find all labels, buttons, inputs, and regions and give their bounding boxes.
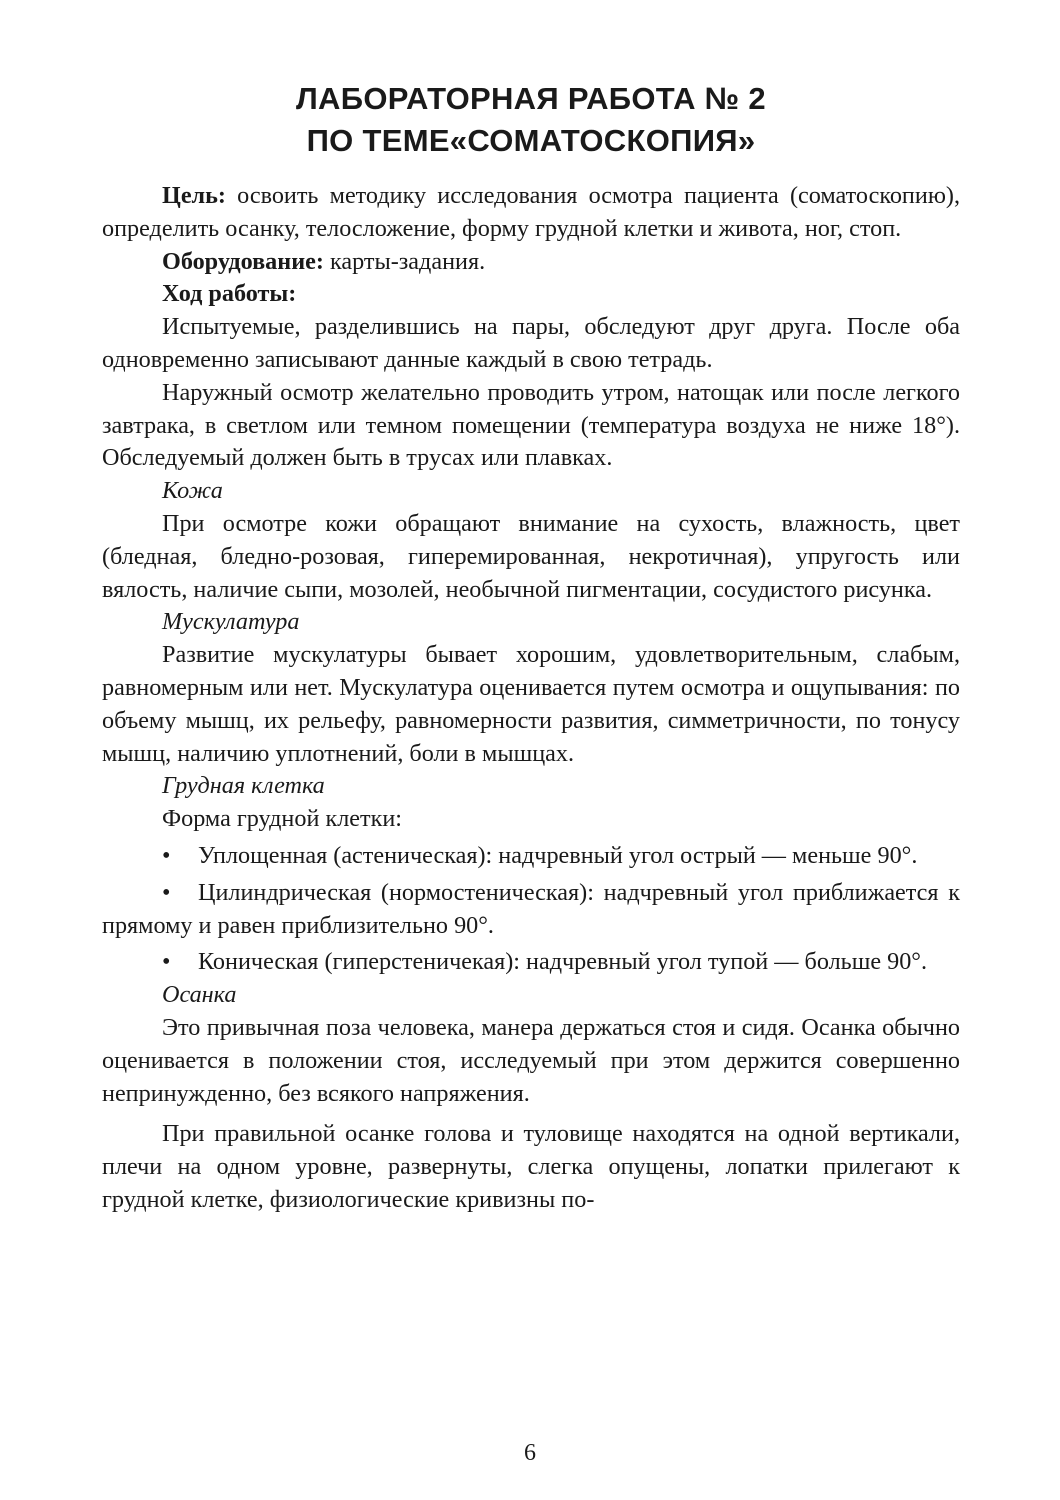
list-item: [102, 840, 960, 873]
procedure-paragraph: [102, 278, 960, 311]
paragraph-conditions: Наружный осмотр желательно проводить утром, натощак или после легкого завтрака, в светлом или темном помещении (температура воздуха не ниже 18°). Обследуемый должен быть в трусах или плавках.: [102, 378, 960, 472]
goal-paragraph: [102, 180, 960, 246]
muscles-paragraph: Развитие мускулатуры бывает хорошим, удовлетворительным, слабым, равномерным или нет. Мускулатура оценивается путем осмотра и ощупывания: по объему мышц, их рельефу, равномерности развития, симметричности, по тонусу мышц, наличию уплотнений, боли в мышцах.: [102, 641, 960, 767]
list-item: [102, 946, 960, 979]
paragraph-pairs: Испытуемые, разделившись на пары, обследуют друг друга. После оба одновременно записывают данные каждый в свою тетрадь.: [102, 313, 960, 373]
posture-paragraph-2: При правильной осанке голова и туловище находятся на одной вертикали, плечи на одном уровне, развернуты, слегка опущены, лопатки прилегают к грудной клетке, физиологические кривизны по-: [102, 1120, 960, 1213]
chest-intro: Форма грудной клетки:: [162, 805, 402, 833]
goal-text: освоить методику исследования осмотра пациента (соматоскопию), определить осанку, телосложение, форму грудной клетки и живота, ног, стоп.: [102, 182, 960, 242]
equipment-text: карты-задания.: [323, 247, 486, 275]
page-title: [102, 78, 960, 162]
title-line-2: ПО ТЕМЕ«СОМАТОСКОПИЯ»: [306, 123, 756, 158]
equipment-label: Оборудование:: [162, 247, 324, 275]
muscles-heading: Мускулатура: [162, 608, 300, 636]
chest-heading: Грудная клетка: [162, 772, 325, 800]
posture-heading: Осанка: [162, 981, 237, 1009]
skin-paragraph: При осмотре кожи обращают внимание на сухость, влажность, цвет (бледная, бледно-розовая, гиперемированная, некротичная), упругость или вялость, наличие сыпи, мозолей, необычной пигментации, сосудистого рисунка.: [102, 509, 960, 603]
list-item-text: Цилиндрическая (нормостеническая): надчревный угол приближается к прямому и равен приблизительно 90°.: [102, 878, 960, 939]
procedure-label: Ход работы:: [162, 280, 297, 308]
skin-heading: Кожа: [162, 477, 223, 505]
list-item: [102, 877, 960, 943]
title-line-1: ЛАБОРАТОРНАЯ РАБОТА № 2: [296, 81, 766, 116]
goal-label: Цель:: [162, 182, 226, 209]
list-item-text: Коническая (гиперстеничекая): надчревный угол тупой — больше 90°.: [198, 948, 928, 976]
equipment-paragraph: [102, 246, 960, 279]
document-page: [102, 78, 960, 1478]
list-item-text: Уплощенная (астеническая): надчревный угол острый — меньше 90°.: [198, 841, 918, 869]
posture-paragraph-1: Это привычная поза человека, манера держаться стоя и сидя. Осанка обычно оценивается в положении стоя, исследуемый при этом держится совершенно непринужденно, без всякого напряжения.: [102, 1013, 960, 1107]
bullet-icon: •: [162, 878, 171, 906]
bullet-icon: •: [162, 841, 171, 869]
bullet-icon: •: [162, 948, 171, 976]
page-number: 6: [524, 1440, 536, 1466]
document-body: [102, 180, 960, 1217]
